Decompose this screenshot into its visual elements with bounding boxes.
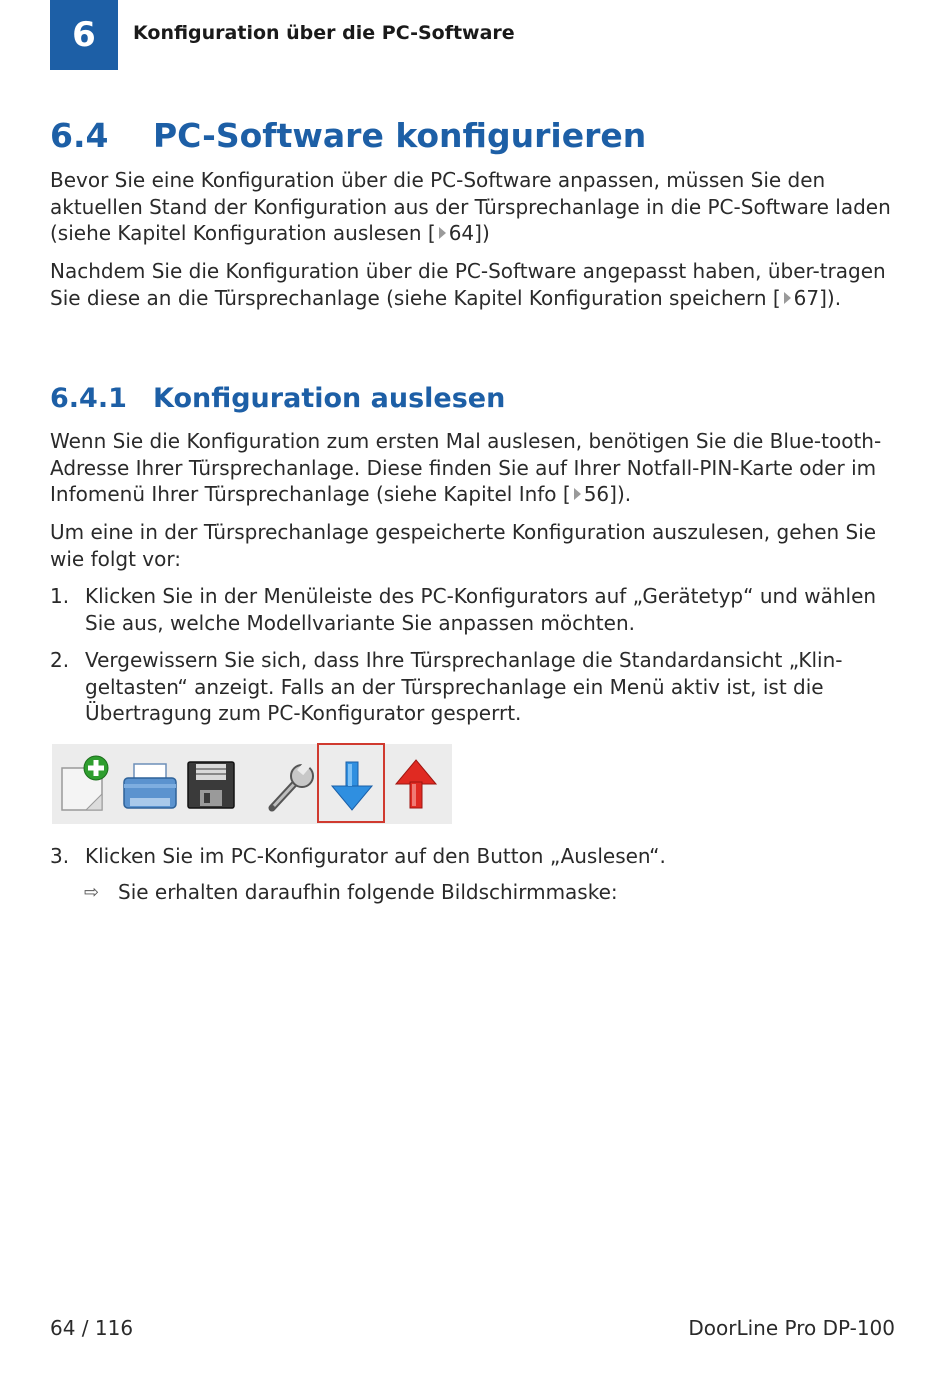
paragraph-text: Wenn Sie die Konfiguration zum ersten Mal auslesen, benötigen Sie die Blue-tooth-Adresse Ihrer Türsprechanlage. Diese finden Sie auf Ihrer Notfall-PIN-Karte oder im Infomenü Ihrer Türsprechanlage (siehe Kapitel Info [ <box>50 429 882 507</box>
save-icon[interactable] <box>180 752 244 816</box>
section-title: PC-Software konfigurieren <box>153 116 647 155</box>
step-text: Klicken Sie im PC-Konfigurator auf den Button „Auslesen“. <box>85 844 666 868</box>
page-number: 64 / 116 <box>50 1316 134 1340</box>
page-reference[interactable]: 67]). <box>793 285 842 310</box>
subsection-heading <box>50 383 506 414</box>
cross-reference-icon <box>574 488 581 500</box>
upload-arrow-icon[interactable] <box>384 752 448 816</box>
cross-reference-icon <box>439 227 446 239</box>
result-arrow-icon: ⇨ <box>84 882 100 903</box>
step-number: 3. <box>50 844 70 868</box>
new-document-icon[interactable] <box>56 752 120 816</box>
result-text: Sie erhalten daraufhin folgende Bildschirmmaske: <box>118 880 618 904</box>
selected-button-highlight <box>317 743 385 823</box>
step-number: 1. <box>50 584 70 608</box>
product-name: DoorLine Pro DP-100 <box>688 1316 895 1340</box>
subsection-paragraph-1 <box>50 428 895 508</box>
section-paragraph-1 <box>50 167 895 247</box>
subsection-title: Konfiguration auslesen <box>153 383 506 414</box>
section-paragraph-2 <box>50 258 895 311</box>
configurator-toolbar <box>52 744 452 824</box>
print-icon[interactable] <box>118 752 182 816</box>
subsection-paragraph-2: Um eine in der Türsprechanlage gespeicherte Konfiguration auszulesen, gehen Sie wie folgt vor: <box>50 520 877 571</box>
cross-reference-icon <box>784 292 791 304</box>
page-reference[interactable]: 64]) <box>448 221 490 246</box>
paragraph-text: Bevor Sie eine Konfiguration über die PC-Software anpassen, müssen Sie den aktuellen Stand der Konfiguration aus der Türsprechanlage in die PC-Software laden (siehe Kapitel Konfiguration auslesen [ <box>50 168 891 246</box>
settings-wrench-icon[interactable] <box>258 752 322 816</box>
subsection-number: 6.4.1 <box>50 383 127 414</box>
step-number: 2. <box>50 648 70 672</box>
section-number: 6.4 <box>50 116 109 155</box>
step-text: Klicken Sie in der Menüleiste des PC-Konfigurators auf „Gerätetyp“ und wählen Sie aus, welche Modellvariante Sie anpassen möchten. <box>85 584 877 635</box>
step-text: Vergewissern Sie sich, dass Ihre Türsprechanlage die Standardansicht „Klin-geltasten“ anzeigt. Falls an der Türsprechanlage ein Menü aktiv ist, ist die Übertragung zum PC-Konfigurator gesperrt. <box>85 648 843 726</box>
paragraph-text: Nachdem Sie die Konfiguration über die PC-Software angepasst haben, über-tragen Sie diese an die Türsprechanlage (siehe Kapitel Konfiguration speichern [ <box>50 259 886 310</box>
section-heading <box>50 116 647 155</box>
chapter-number-badge: 6 <box>50 0 118 70</box>
chapter-title: Konfiguration über die PC-Software <box>133 22 515 44</box>
page-reference[interactable]: 56]). <box>583 482 632 507</box>
